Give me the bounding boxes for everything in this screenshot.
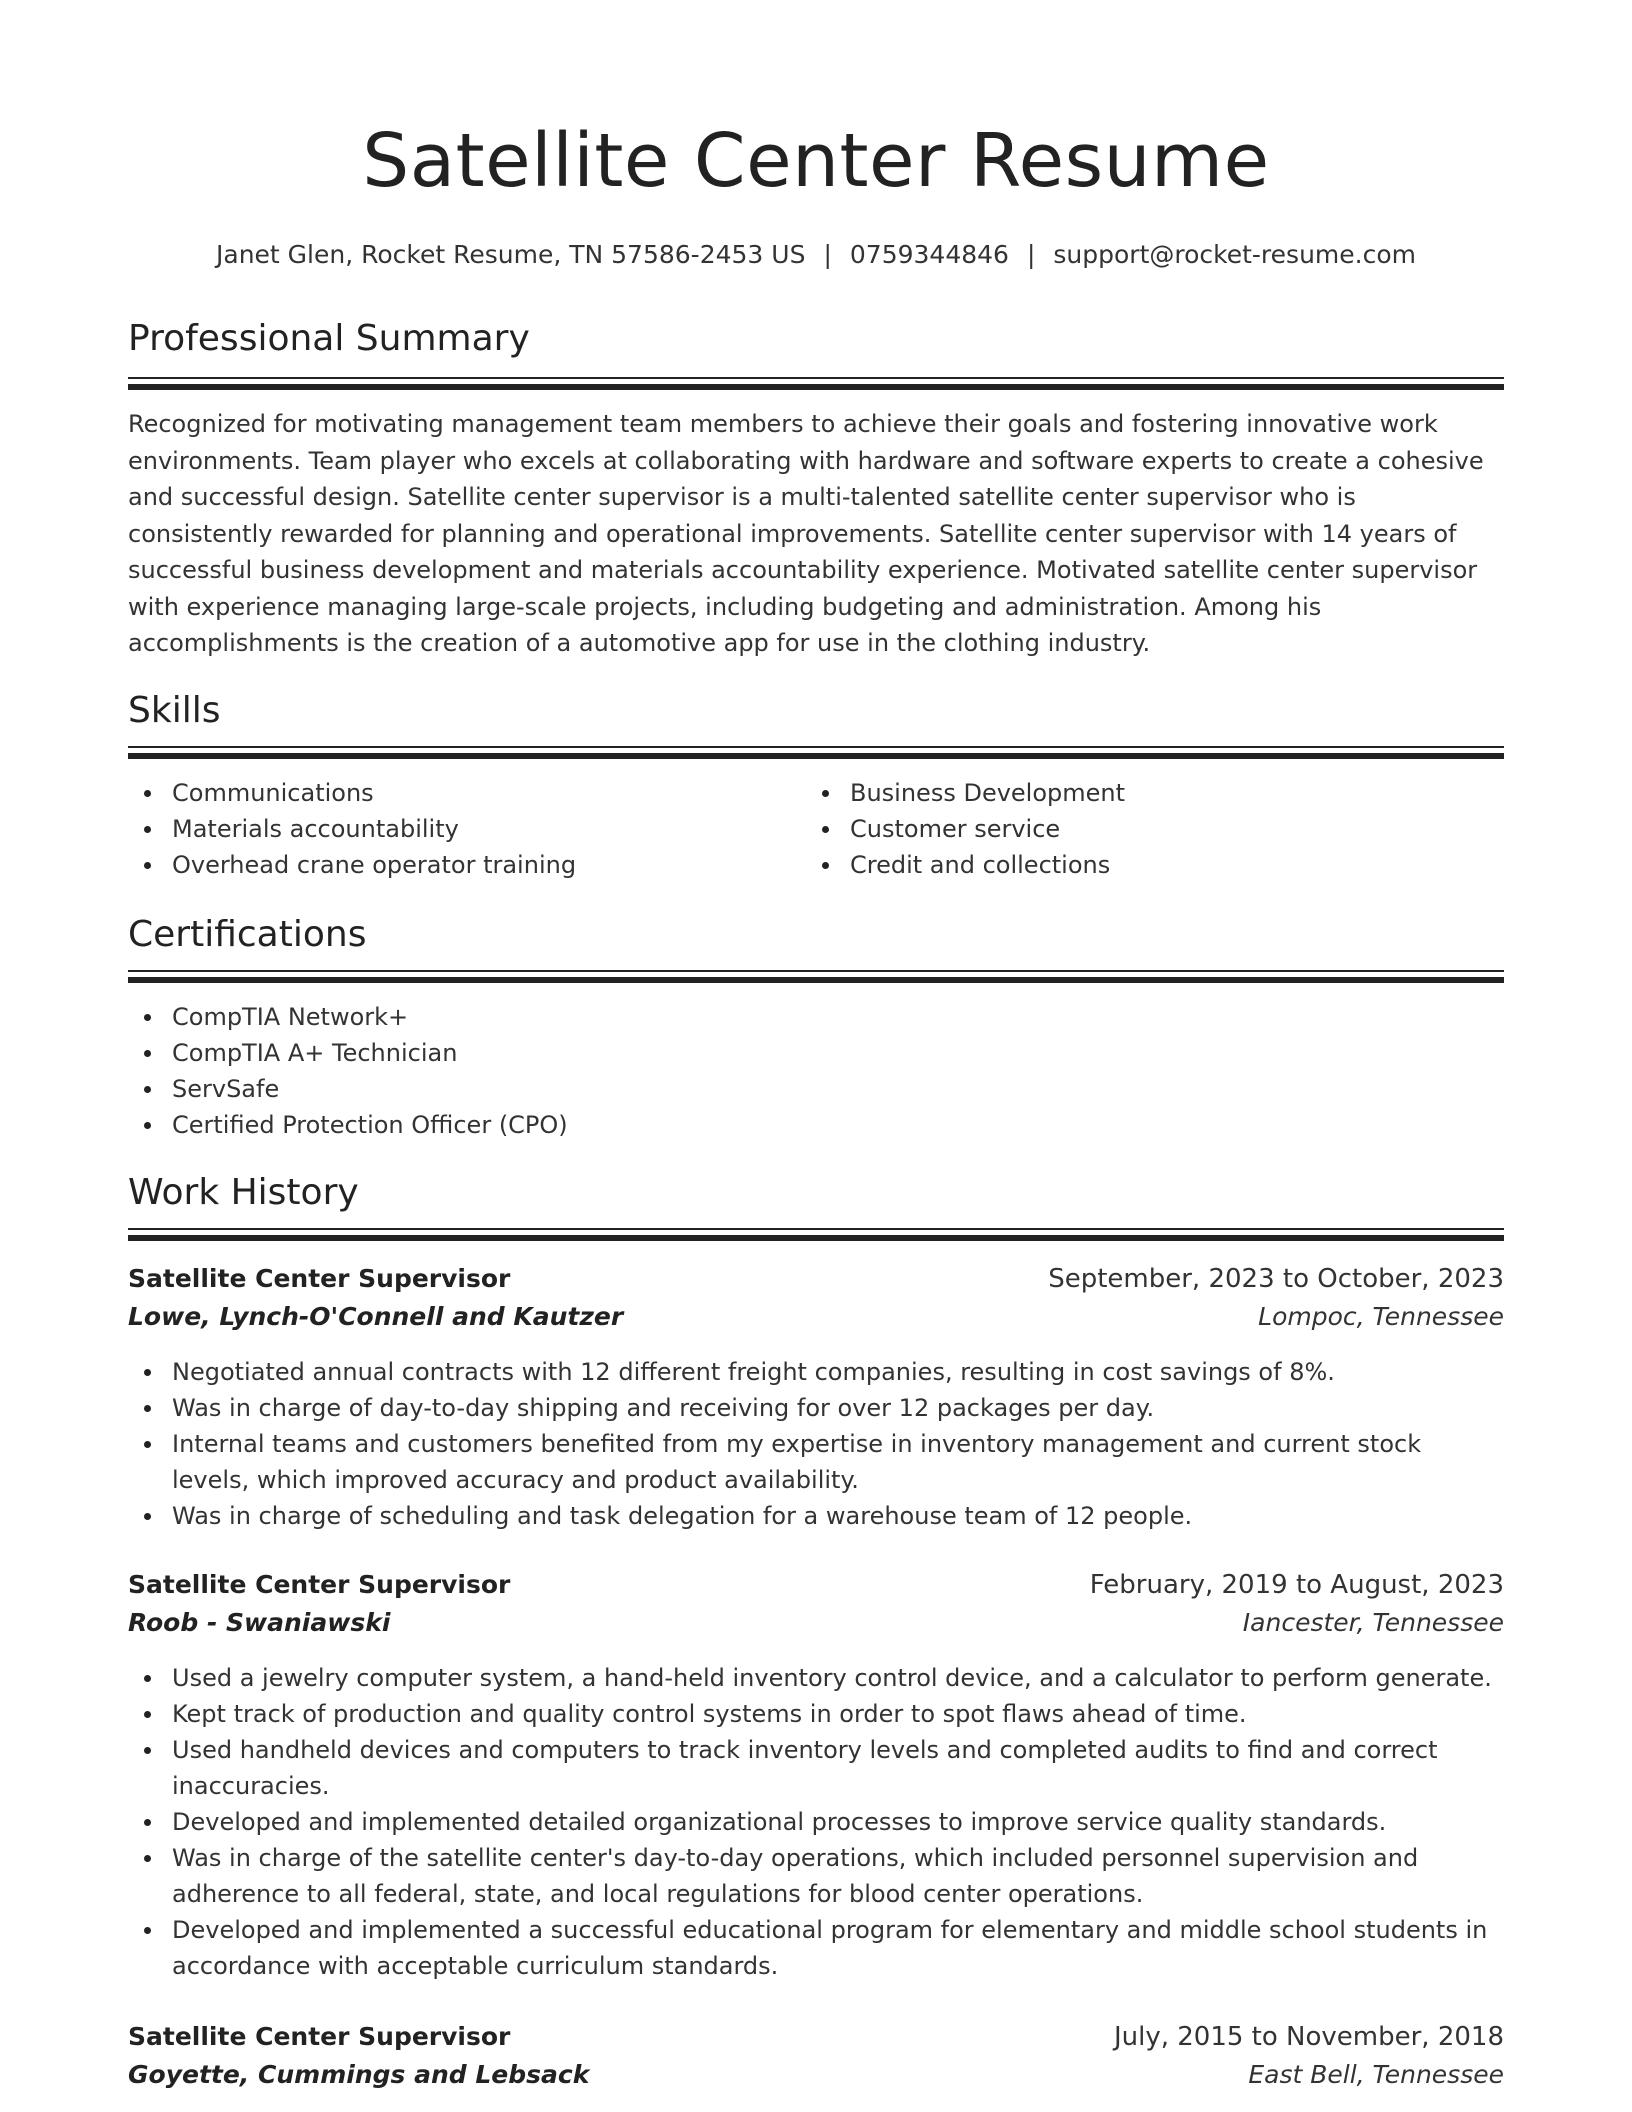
job-bullets <box>128 1660 1504 1984</box>
job-entry <box>128 1264 1504 1534</box>
job-title: Satellite Center Supervisor <box>128 1264 511 1293</box>
job-title: Satellite Center Supervisor <box>128 2022 511 2051</box>
job-bullet: Was in charge of scheduling and task delegation for a warehouse team of 12 people. <box>128 1498 1504 1534</box>
certification-item: Certified Protection Officer (CPO) <box>128 1107 1504 1143</box>
job-entry <box>128 1570 1504 1984</box>
job-dates: September, 2023 to October, 2023 <box>1048 1264 1504 1294</box>
skill-item: Business Development <box>806 775 1446 811</box>
section-divider <box>128 746 1504 759</box>
section-divider <box>128 970 1504 983</box>
skills-list-left <box>128 775 768 883</box>
job-company: Goyette, Cummings and Lebsack <box>128 2060 590 2089</box>
contact-email: support@rocket-resume.com <box>1053 240 1416 269</box>
certifications-list <box>128 999 1504 1143</box>
skill-item: Customer service <box>806 811 1446 847</box>
section-divider <box>128 377 1504 390</box>
job-bullet: Developed and implemented a successful educational program for elementary and middle school students in accordance with acceptable curriculum standards. <box>128 1912 1504 1984</box>
job-location: Iancester, Tennessee <box>1242 1608 1504 1637</box>
certification-item: ServSafe <box>128 1071 1504 1107</box>
work-heading: Work History <box>128 1172 359 1213</box>
contact-address: Janet Glen, Rocket Resume, TN 57586-2453 US <box>216 240 806 269</box>
section-divider <box>128 1228 1504 1241</box>
job-bullet: Used a jewelry computer system, a hand-held inventory control device, and a calculator to perform generate. <box>128 1660 1504 1696</box>
job-company: Lowe, Lynch-O'Connell and Kautzer <box>128 1302 624 1331</box>
skill-item: Credit and collections <box>806 847 1446 883</box>
job-bullet: Was in charge of the satellite center's day-to-day operations, which included personnel supervision and adherence to all federal, state, and local regulations for blood center operations. <box>128 1840 1504 1912</box>
job-bullet: Negotiated annual contracts with 12 different freight companies, resulting in cost savings of 8%. <box>128 1354 1504 1390</box>
contact-separator: | <box>1026 240 1036 269</box>
job-bullet: Was in charge of day-to-day shipping and receiving for over 12 packages per day. <box>128 1390 1504 1426</box>
contact-line <box>128 240 1504 269</box>
summary-heading: Professional Summary <box>128 318 530 359</box>
page-title: Satellite Center Resume <box>362 118 1270 204</box>
job-location: Lompoc, Tennessee <box>1258 1302 1504 1331</box>
job-entry <box>128 2022 1504 2098</box>
job-title: Satellite Center Supervisor <box>128 1570 511 1599</box>
job-company: Roob - Swaniawski <box>128 1608 391 1637</box>
skill-item: Overhead crane operator training <box>128 847 768 883</box>
job-bullet: Developed and implemented detailed organizational processes to improve service quality standards. <box>128 1804 1504 1840</box>
skill-item: Materials accountability <box>128 811 768 847</box>
job-bullet: Kept track of production and quality control systems in order to spot flaws ahead of time. <box>128 1696 1504 1732</box>
certification-item: CompTIA A+ Technician <box>128 1035 1504 1071</box>
contact-separator: | <box>823 240 832 269</box>
job-bullet: Internal teams and customers benefited from my expertise in inventory management and current stock levels, which improved accuracy and product availability. <box>128 1426 1504 1498</box>
job-bullet: Used handheld devices and computers to track inventory levels and completed audits to find and correct inaccuracies. <box>128 1732 1504 1804</box>
certifications-heading: Certifications <box>128 914 367 955</box>
skills-heading: Skills <box>128 690 221 731</box>
contact-phone: 0759344846 <box>849 240 1009 269</box>
certification-item: CompTIA Network+ <box>128 999 1504 1035</box>
skill-item: Communications <box>128 775 768 811</box>
job-dates: February, 2019 to August, 2023 <box>1089 1570 1504 1600</box>
job-bullets <box>128 1354 1504 1534</box>
job-dates: July, 2015 to November, 2018 <box>1113 2022 1504 2052</box>
summary-text: Recognized for motivating management team members to achieve their goals and fostering innovative work environments. Team player who excels at collaborating with hardware and software experts to create a cohesive and successful design. Satellite center supervisor is a multi-talented satellite center supervisor who is consistently rewarded for planning and operational improvements. Satellite center supervisor with 14 years of successful business development and materials accountability experience. Motivated satellite center supervisor with experience managing large-scale projects, including budgeting and administration. Among his accomplishments is the creation of a automotive app for use in the clothing industry. <box>128 410 1484 657</box>
skills-list-right <box>806 775 1446 883</box>
job-location: East Bell, Tennessee <box>1248 2060 1504 2089</box>
